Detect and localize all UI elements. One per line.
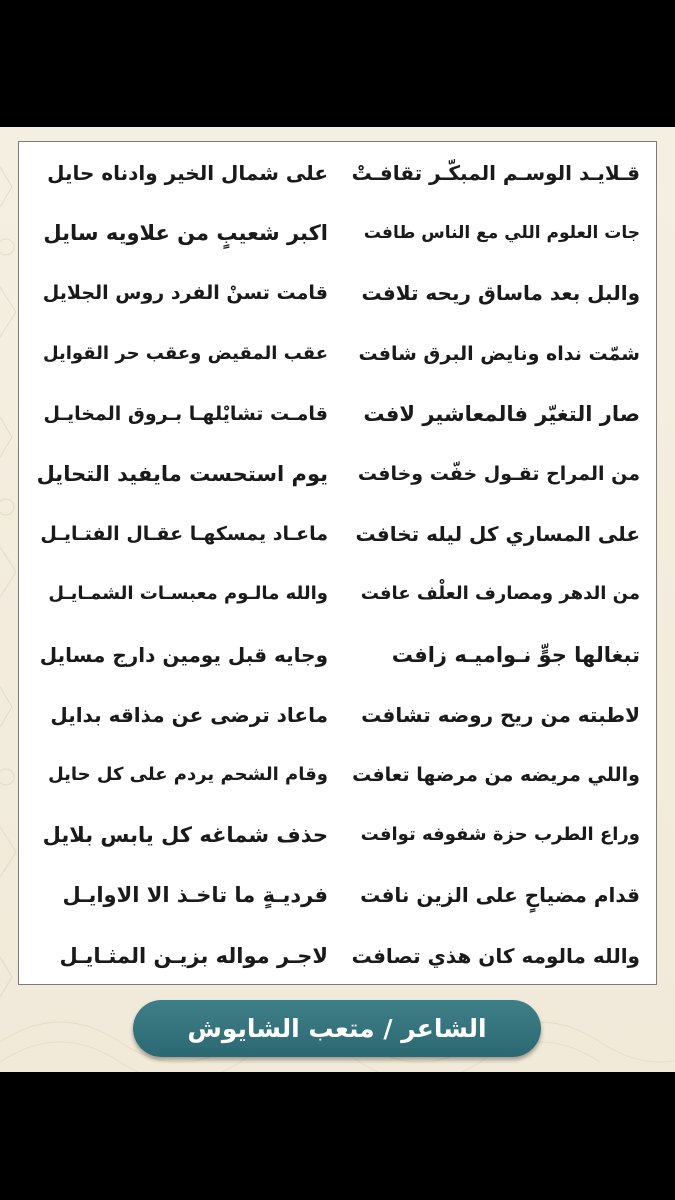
verse-row [19, 875, 658, 915]
verse-first-hemistich: لاطبته من ريح روضه تشافت [361, 702, 640, 727]
verse-second-hemistich: يوم استحست مايفيد التحايل [36, 462, 328, 486]
verse-second-hemistich: لاجـر مواله بزيـن المثـايـل [59, 943, 328, 968]
poem-card [0, 127, 675, 1072]
verse-first-hemistich: والله مالومه كان هذي تصافت [351, 943, 640, 968]
verse-first-hemistich: وراع الطرب حزة شفوفه توافت [360, 824, 640, 846]
verse-row [19, 815, 658, 855]
verse-first-hemistich: جات العلوم اللي مع الناس طافت [363, 223, 640, 244]
poet-name: الشاعر / متعب الشايوش [187, 1014, 487, 1043]
verse-second-hemistich: على شمال الخير وادناه حايل [47, 161, 328, 185]
verse-row [19, 334, 658, 374]
verse-second-hemistich: ماعاد ترضى عن مذاقه بدايل [50, 702, 328, 727]
verse-first-hemistich: واللي مريضه من مرضها تعافت [352, 764, 640, 786]
verse-row [19, 635, 658, 675]
verse-second-hemistich: عقب المقيض وعقب حر القوايل [42, 342, 328, 364]
verse-row [19, 936, 658, 976]
verse-second-hemistich: وقام الشحم يردم على كل حايل [48, 764, 328, 785]
verse-first-hemistich: قدام مضياحٍ على الزين نافت [360, 883, 640, 908]
poet-name-banner [133, 1000, 541, 1057]
verse-second-hemistich: ماعـاد يمسكهـا عقـال الفتـايـل [40, 523, 328, 546]
verse-second-hemistich: فرديـةٍ ما تاخـذ الا الاوايـل [62, 883, 328, 908]
verse-first-hemistich: قـلايـد الوسـم المبكّـر تقافـتْ [351, 161, 640, 185]
verse-row [19, 153, 658, 193]
verse-row [19, 695, 658, 735]
verse-row [19, 514, 658, 554]
verse-row [19, 454, 658, 494]
verse-row [19, 574, 658, 614]
verse-first-hemistich: والبل بعد ماساق ريحه تلافت [361, 281, 640, 306]
verse-row [19, 755, 658, 795]
verse-row [19, 273, 658, 313]
verse-first-hemistich: على المساري كل ليله تخافت [355, 522, 640, 547]
verse-second-hemistich: قامـت تشايْلهـا بـروق المخايـل [43, 402, 328, 425]
verse-second-hemistich: اكبر شعيبٍ من علاويه سايل [43, 221, 328, 246]
verse-first-hemistich: شمّت نداه ونايض البرق شافت [358, 342, 640, 365]
verse-first-hemistich: من الدهر ومصارف العلْف عافت [360, 583, 640, 605]
verse-second-hemistich: والله مالـوم معبسـات الشمـايـل [48, 583, 328, 605]
verse-row [19, 394, 658, 434]
verse-second-hemistich: حذف شماغه كل يابس بلايل [42, 823, 328, 848]
verse-first-hemistich: تبغالها جوٍّ نـواميـه زافت [391, 642, 640, 667]
poem-text-box [18, 141, 657, 985]
verse-first-hemistich: صار التغيّر فالمعاشير لافت [363, 401, 640, 426]
verse-first-hemistich: من المراح تقـول خفّت وخافت [357, 463, 640, 485]
verse-row [19, 213, 658, 253]
verse-second-hemistich: وجايه قبل يومين دارج مسايل [39, 642, 328, 667]
verse-second-hemistich: قامت تسنْ الفرد روس الجلايل [42, 282, 328, 305]
